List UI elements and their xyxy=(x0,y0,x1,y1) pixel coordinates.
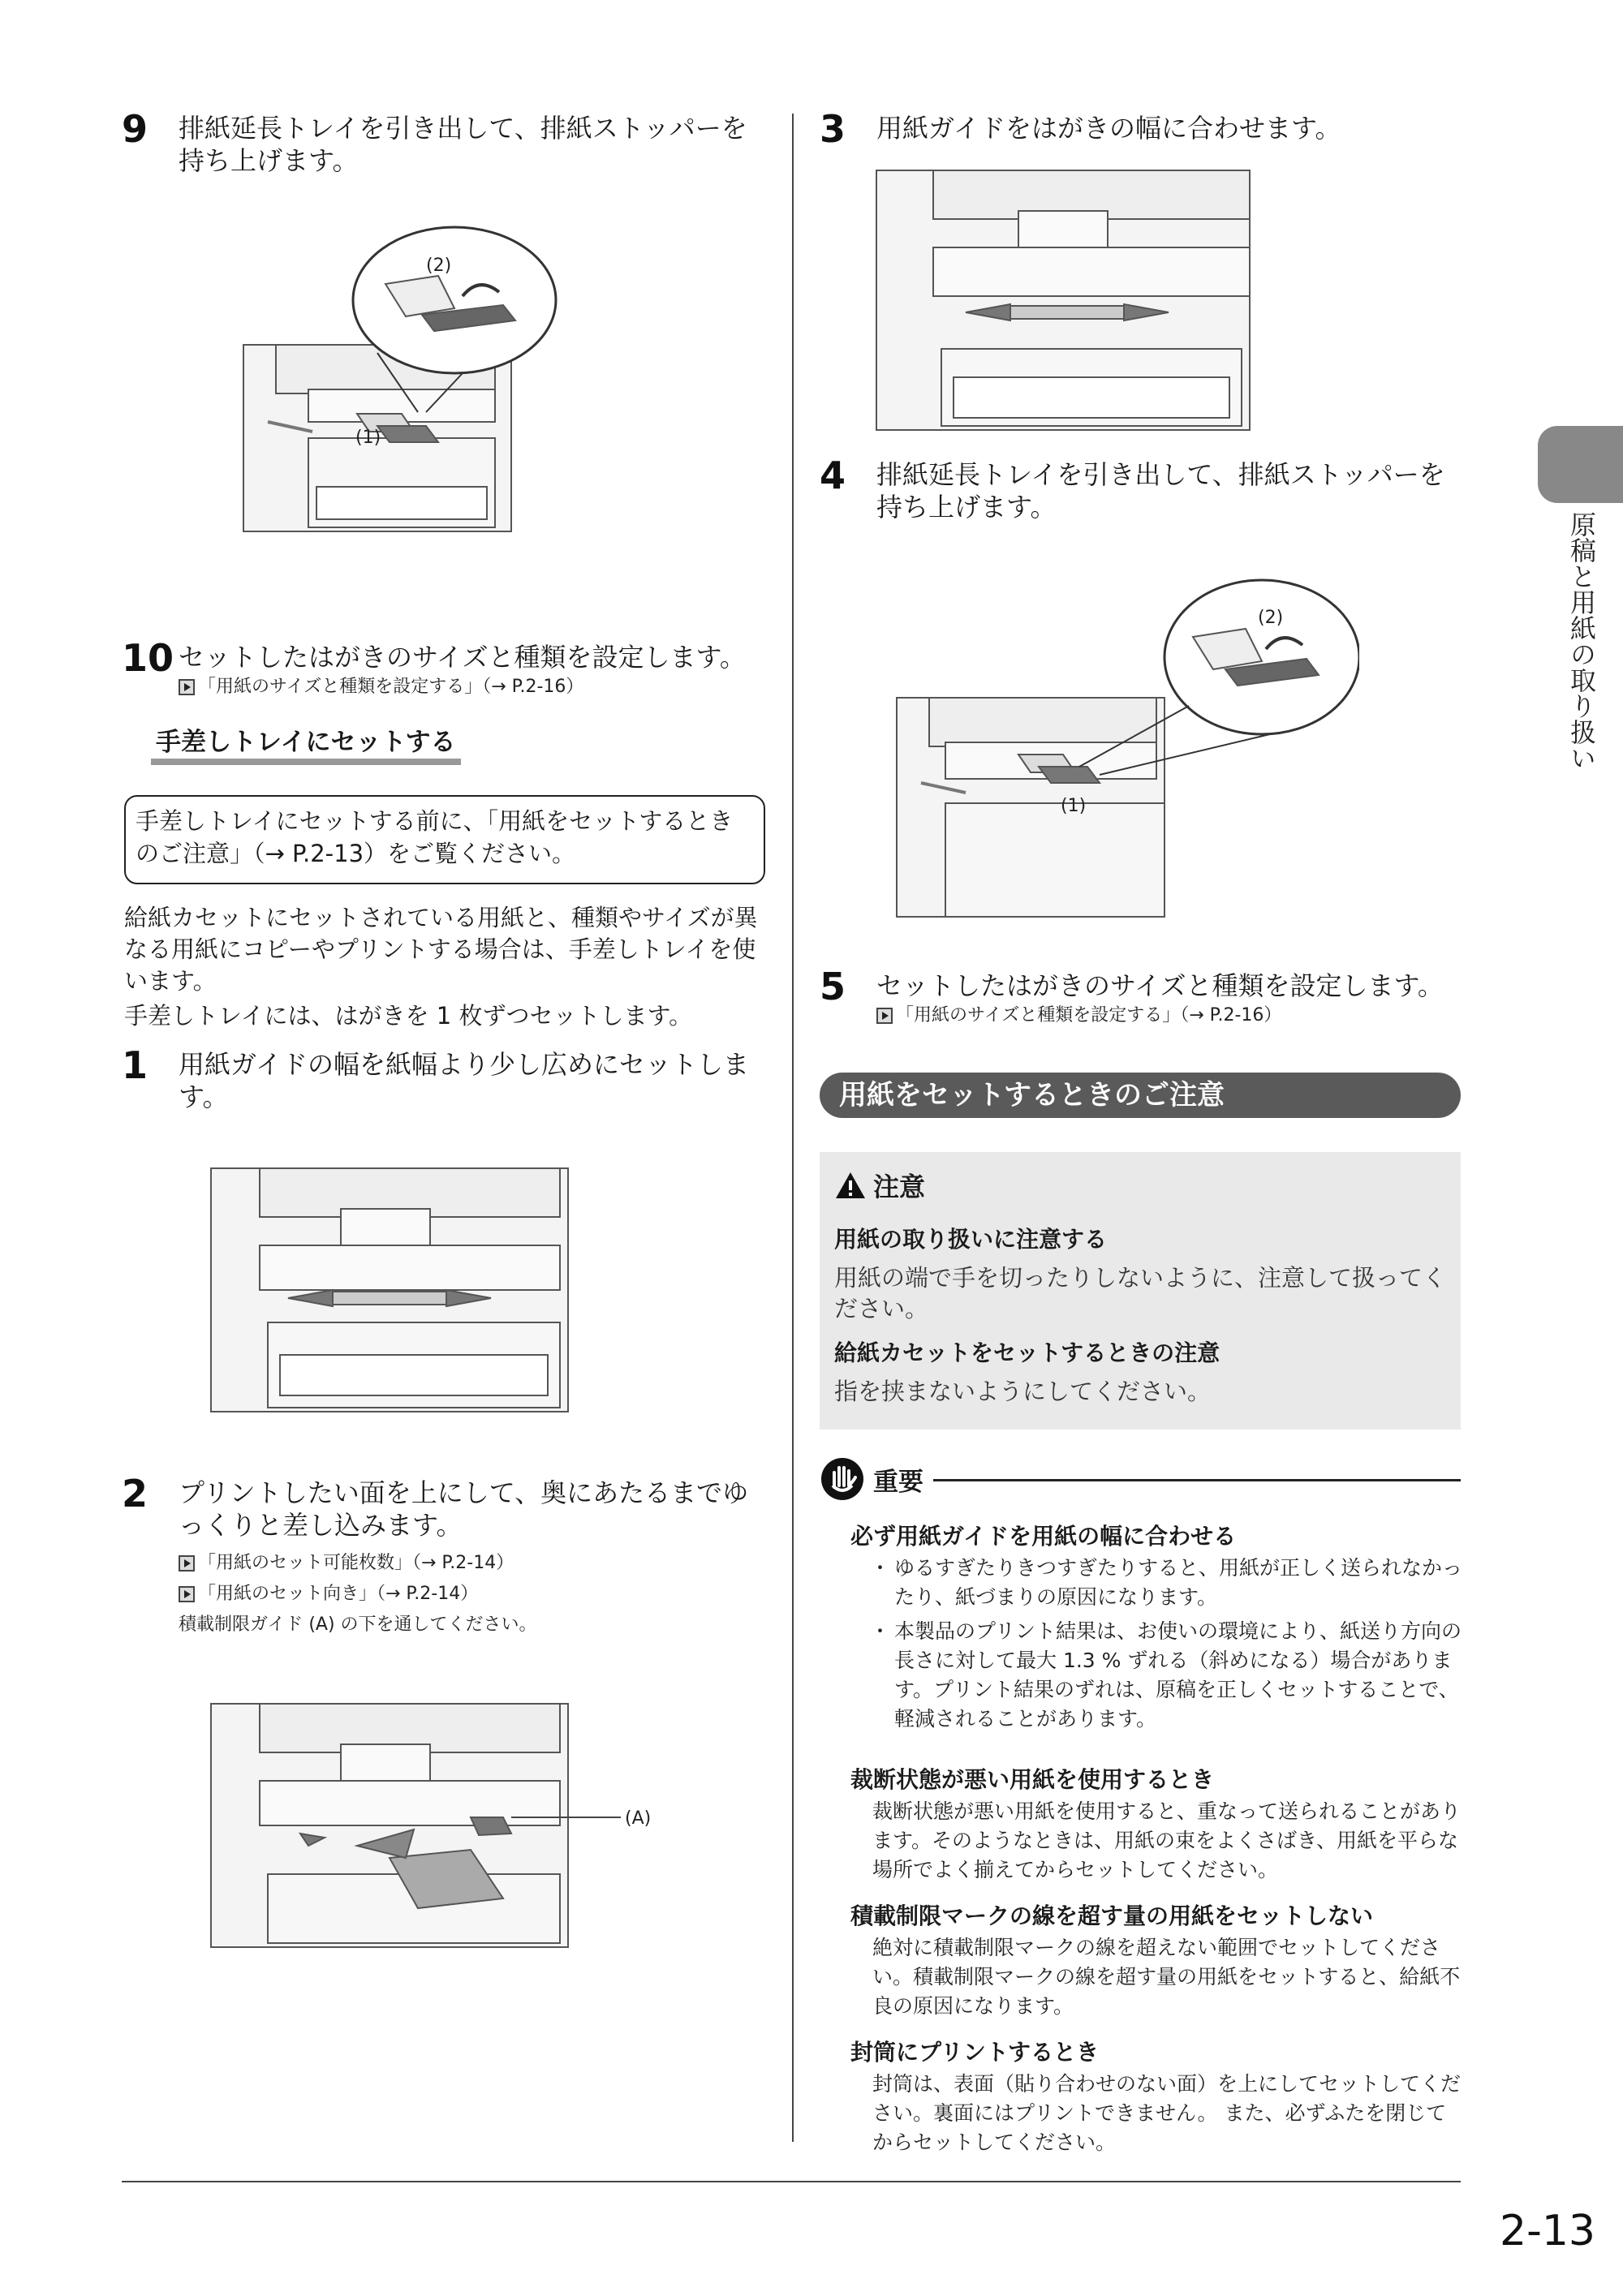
illustration-output-tray-2 xyxy=(889,568,1359,925)
illustration-output-tray xyxy=(195,219,617,560)
reference-link[interactable]: 「用紙のセット向き」（→ P.2-14） xyxy=(179,1582,478,1606)
illustration-insert-paper xyxy=(195,1696,698,1963)
column-divider xyxy=(792,114,794,2142)
section-subheading: 手差しトレイにセットする xyxy=(151,726,461,765)
important-subheading: 必ず用紙ガイドを用紙の幅に合わせる xyxy=(850,1523,1237,1550)
arrow-icon xyxy=(179,1586,195,1602)
step-text: 用紙ガイドの幅を紙幅より少し広めにセットします。 xyxy=(179,1049,750,1112)
caution-title: 注意 xyxy=(834,1167,1446,1204)
label-1: (1) xyxy=(1061,796,1087,816)
caution-subheading: 給紙カセットをセットするときの注意 xyxy=(834,1339,1220,1366)
footer-rule xyxy=(122,2181,1461,2182)
chapter-tab-label: 原稿と用紙の取り扱い xyxy=(1566,511,1597,771)
caution-subheading: 用紙の取り扱いに注意する xyxy=(834,1226,1108,1253)
label-a: (A) xyxy=(625,1808,652,1829)
important-bullet-list xyxy=(870,1554,1462,1734)
arrow-icon xyxy=(876,1008,893,1024)
step-text: セットしたはがきのサイズと種類を設定します。 xyxy=(179,642,746,673)
important-text: 絶対に積載制限マークの線を超えない範囲でセットしてください。積載制限マークの線を超す量の用紙をセットすると、給紙不良の原因になります。 xyxy=(872,1936,1461,2018)
arrow-icon xyxy=(179,1555,195,1572)
step-number: 2 xyxy=(122,1472,149,1516)
label-2: (2) xyxy=(426,256,452,276)
bullet-item: ・ 本製品のプリント結果は、お使いの環境により、紙送り方向の長さに対して最大 1.3 % ずれる（斜めになる）場合があります。プリント結果のずれは、原稿を正しくセットすることで、軽減されることがあります。 xyxy=(870,1617,1462,1734)
arrow-icon xyxy=(179,679,195,695)
illustration-paper-guide-fit xyxy=(872,166,1311,442)
step-number: 3 xyxy=(820,107,846,151)
caution-text: 指を挟まないようにしてください。 xyxy=(834,1378,1212,1405)
reference-link[interactable]: 「用紙のセット可能枚数」（→ P.2-14） xyxy=(179,1551,514,1576)
label-2: (2) xyxy=(1258,608,1284,628)
important-subheading: 積載制限マークの線を超す量の用紙をセットしない xyxy=(850,1903,1374,1929)
body-paragraph: 手差しトレイには、はがきを 1 枚ずつセットします。 xyxy=(124,1002,693,1030)
step-number: 9 xyxy=(122,107,149,151)
illustration-paper-guide-wide xyxy=(195,1160,617,1428)
chapter-tab xyxy=(1538,426,1623,503)
reference-link[interactable]: 「用紙のサイズと種類を設定する」（→ P.2-16） xyxy=(179,675,583,699)
step-text: プリントしたい面を上にして、奥にあたるまでゆっくりと差し込みます。 xyxy=(179,1477,749,1541)
reference-link[interactable]: 「用紙のサイズと種類を設定する」（→ P.2-16） xyxy=(876,1004,1281,1028)
hand-stop-icon xyxy=(820,1456,865,1502)
step-text: 排紙延長トレイを引き出して、排紙ストッパーを持ち上げます。 xyxy=(179,113,747,176)
step-number: 4 xyxy=(820,454,846,497)
page-number: 2-13 xyxy=(1500,2207,1596,2255)
step-number: 10 xyxy=(122,636,174,680)
step-text: セットしたはがきのサイズと種類を設定します。 xyxy=(876,970,1444,1001)
step-note: 積載制限ガイド (A) の下を通してください。 xyxy=(179,1615,537,1635)
label-1: (1) xyxy=(355,428,381,448)
bullet-item: ・ ゆるすぎたりきつすぎたりすると、用紙が正しく送られなかったり、紙づまりの原因になります。 xyxy=(870,1554,1462,1612)
important-text: 封筒は、表面（貼り合わせのない面）を上にしてセットしてください。裏面にはプリントできません。 また、必ずふたを閉じてからセットしてください。 xyxy=(872,2072,1462,2154)
important-title: 重要 xyxy=(820,1456,923,1502)
step-number: 5 xyxy=(820,965,846,1008)
caution-box xyxy=(820,1152,1461,1430)
step-number: 1 xyxy=(122,1043,149,1087)
section-heading: 用紙をセットするときのご注意 xyxy=(820,1073,1461,1118)
warning-icon xyxy=(834,1171,867,1200)
important-subheading: 封筒にプリントするとき xyxy=(850,2039,1100,2066)
step-text: 排紙延長トレイを引き出して、排紙ストッパーを持ち上げます。 xyxy=(876,459,1445,522)
important-subheading: 裁断状態が悪い用紙を使用するとき xyxy=(850,1766,1215,1793)
important-rule xyxy=(933,1479,1461,1481)
body-paragraph: 給紙カセットにセットされている用紙と、種類やサイズが異なる用紙にコピーやプリントする場合は、手差しトレイを使います。 xyxy=(124,904,758,995)
step-text: 用紙ガイドをはがきの幅に合わせます。 xyxy=(876,113,1341,144)
important-text: 裁断状態が悪い用紙を使用すると、重なって送られることがあります。そのようなときは、用紙の束をよくさばき、用紙を平らな場所でよく揃えてからセットしてください。 xyxy=(872,1799,1462,1881)
note-box: 手差しトレイにセットする前に、「用紙をセットするときのご注意」（→ P.2-13）をご覧ください。 xyxy=(124,795,765,884)
caution-text: 用紙の端で手を切ったりしないように、注意して扱ってください。 xyxy=(834,1264,1447,1322)
